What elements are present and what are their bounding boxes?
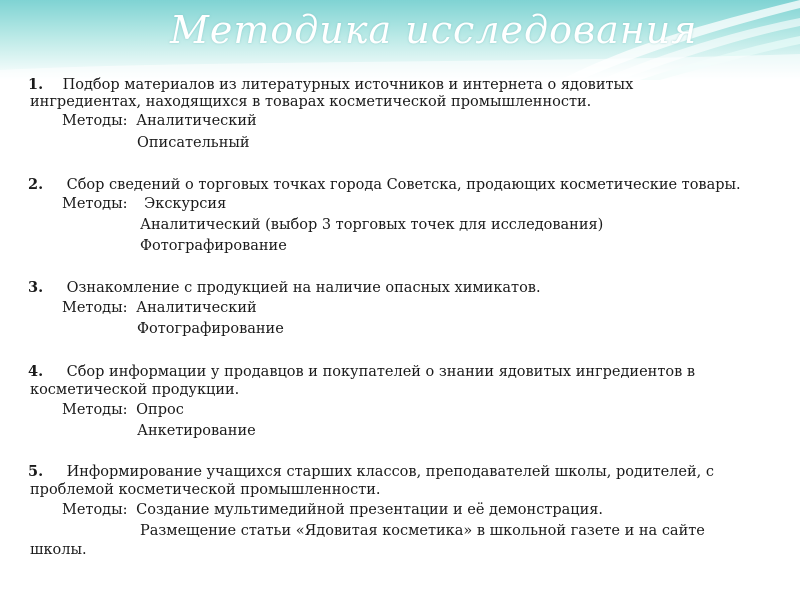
method: Экскурсия <box>144 196 227 212</box>
method: Анкетирование <box>137 423 256 439</box>
item-number: 1. <box>28 76 44 93</box>
method: Фотографирование <box>140 238 287 254</box>
method: Аналитический <box>136 300 257 316</box>
list-item-3-line1 <box>28 278 541 298</box>
list-item-4-line1 <box>28 362 695 382</box>
method: Размещение статьи «Ядовитая косметика» в школьной газете и на сайте <box>140 523 705 539</box>
method: Фотографирование <box>137 321 284 337</box>
item-number: 4. <box>28 363 44 380</box>
list-item-4-line2: косметической продукции. <box>30 382 240 398</box>
item-number: 3. <box>28 279 44 296</box>
item-number: 5. <box>28 463 44 480</box>
item-text: Сбор сведений о торговых точках города Советска, продающих косметические товары. <box>66 177 741 193</box>
methods-label-5: Методы: Создание мультимедийной презентации и её демонстрация. <box>62 502 604 518</box>
method: Описательный <box>137 135 250 151</box>
item-text: Сбор информации у продавцов и покупателей о знании ядовитых ингредиентов в <box>66 364 696 380</box>
list-item-5-line2: проблемой косметической промышленности. <box>30 482 381 498</box>
method: Аналитический (выбор 3 торговых точек для исследования) <box>140 217 604 233</box>
item-number: 2. <box>28 176 44 193</box>
methods-label-1: Методы: Аналитический <box>62 113 257 129</box>
list-item-1-line1 <box>28 75 633 95</box>
methods-label-4: Методы: Опрос <box>62 402 184 418</box>
item-text: Подбор материалов из литературных источников и интернета о ядовитых <box>62 77 634 93</box>
methods-label-2: Методы: Экскурсия <box>62 196 227 212</box>
item-text: Ознакомление с продукцией на наличие опасных химикатов. <box>66 280 541 296</box>
method: Аналитический <box>136 113 257 129</box>
item-text: Информирование учащихся старших классов, преподавателей школы, родителей, с <box>66 464 715 480</box>
list-item-5-line1 <box>28 462 714 482</box>
methods-label-3: Методы: Аналитический <box>62 300 257 316</box>
method-tail: школы. <box>30 542 87 558</box>
list-item-2-line1 <box>28 175 741 195</box>
method: Создание мультимедийной презентации и её демонстрация. <box>136 502 604 518</box>
slide-title: Методика исследования <box>170 8 698 52</box>
list-item-1-line2: ингредиентах, находящихся в товарах косметической промышленности. <box>30 94 592 110</box>
method: Опрос <box>136 402 184 418</box>
